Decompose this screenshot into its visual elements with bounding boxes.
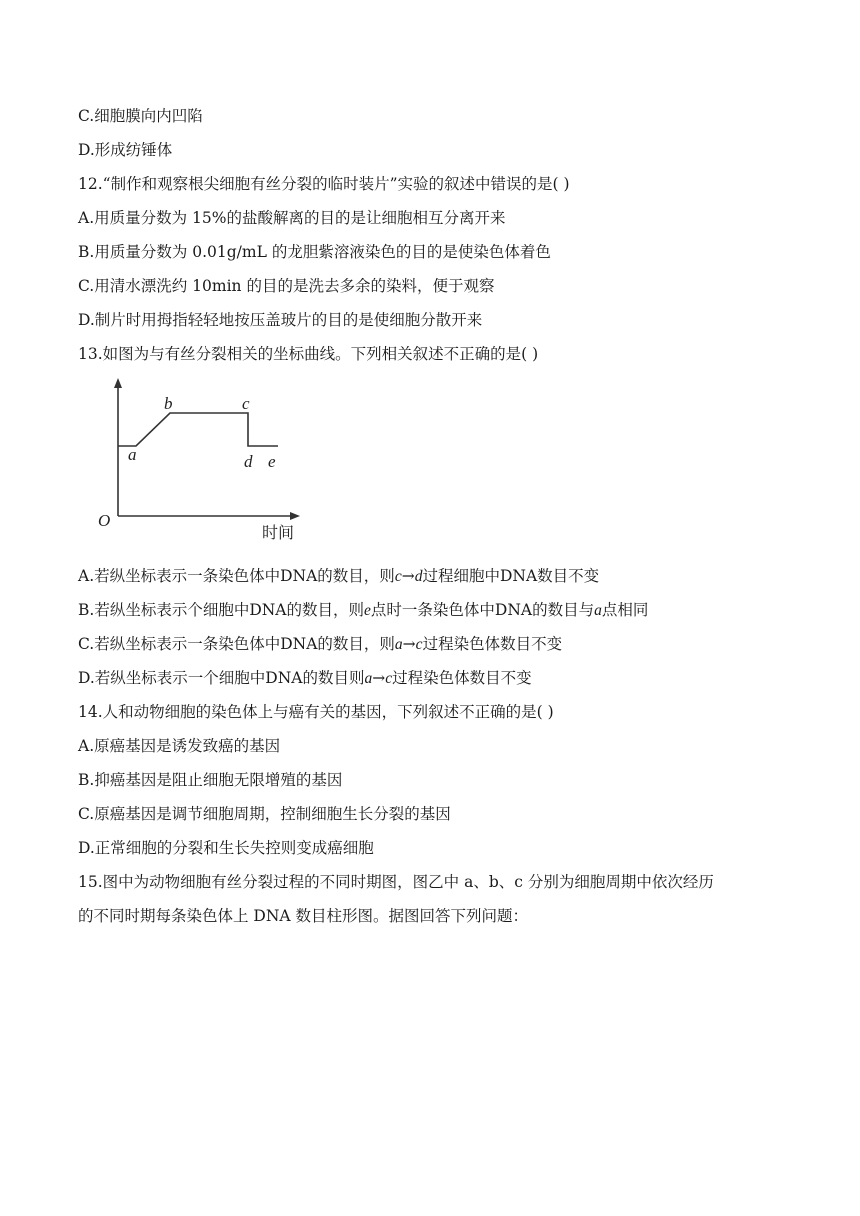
y-axis-arrow: [114, 378, 122, 388]
q13-option-d: [78, 668, 798, 689]
q11-option-c: C.细胞膜向内凹陷: [78, 107, 203, 125]
q13-d-arrow: →: [372, 669, 386, 687]
curve-line: [118, 413, 278, 446]
q13-a-arrow: →: [401, 567, 415, 585]
point-label-b: b: [164, 394, 173, 413]
q13-a-text-1: A.若纵坐标表示一条染色体中DNA的数目，则: [78, 567, 395, 585]
q13-a-var-2: d: [414, 568, 423, 585]
q15-stem-line-2: 的不同时期每条染色体上 DNA 数目柱形图。据图回答下列问题：: [78, 907, 529, 925]
q14-option-a: A.原癌基因是诱发致癌的基因: [78, 737, 281, 755]
q13-b-var-2: a: [594, 602, 602, 619]
point-label-a: a: [128, 445, 137, 464]
origin-label: O: [98, 511, 111, 530]
q13-a-var-1: c: [394, 568, 402, 585]
q13-c-text-1: C.若纵坐标表示一条染色体中DNA的数目，则: [78, 635, 395, 653]
q13-d-text-1: D.若纵坐标表示一个细胞中DNA的数目则: [78, 669, 365, 687]
q11-option-d: D.形成纺锤体: [78, 141, 173, 159]
q12-option-d: D.制片时用拇指轻轻地按压盖玻片的目的是使细胞分散开来: [78, 311, 483, 329]
q13-d-var-1: a: [364, 670, 373, 687]
q13-b-text-3: 点相同: [601, 601, 649, 619]
x-axis-label: 时间: [262, 523, 295, 542]
q12-option-b: B.用质量分数为 0.01g/mL 的龙胆紫溶液染色的目的是使染色体着色: [78, 243, 551, 261]
q13-b-var-1: e: [364, 602, 371, 619]
q12-stem: 12.“制作和观察根尖细胞有丝分裂的临时装片”实验的叙述中错误的是( ): [78, 175, 570, 193]
q12-option-a: A.用质量分数为 15%的盐酸解离的目的是让细胞相互分离开来: [78, 209, 506, 227]
q14-option-b: B.抑癌基因是阻止细胞无限增殖的基因: [78, 771, 343, 789]
q13-c-text-2: 过程染色体数目不变: [422, 635, 563, 653]
q15-stem-line-1: 15.图中为动物细胞有丝分裂过程的不同时期图，图乙中 a、b、c 分别为细胞周期中依次经历: [78, 873, 714, 891]
q13-stem: 13.如图为与有丝分裂相关的坐标曲线。下列相关叙述不正确的是( ): [78, 345, 539, 363]
q13-d-var-2: c: [385, 670, 393, 687]
point-label-e: e: [268, 452, 276, 471]
q13-b-text-1: B.若纵坐标表示个细胞中DNA的数目，则: [78, 601, 365, 619]
q13-d-text-2: 过程染色体数目不变: [392, 669, 532, 687]
point-label-d: d: [244, 452, 253, 471]
q13-option-b: [78, 600, 798, 621]
x-axis-arrow: [290, 512, 300, 520]
q14-option-d: D.正常细胞的分裂和生长失控则变成癌细胞: [78, 839, 374, 857]
q13-c-var-2: c: [415, 636, 423, 653]
q13-option-a: [78, 566, 798, 587]
q13-c-arrow: →: [402, 635, 416, 653]
q13-a-text-2: 过程细胞中DNA数目不变: [422, 567, 600, 585]
point-label-c: c: [242, 394, 250, 413]
q13-option-c: [78, 634, 798, 655]
q13-b-text-2: 点时一条染色体中DNA的数目与: [370, 601, 595, 619]
q13-c-var-1: a: [394, 636, 403, 653]
q14-option-c: C.原癌基因是调节细胞周期，控制细胞生长分裂的基因: [78, 805, 451, 823]
coordinate-curve-graph: [92, 372, 322, 544]
q13-figure: [92, 372, 322, 544]
q14-stem: 14.人和动物细胞的染色体上与癌有关的基因，下列叙述不正确的是( ): [78, 703, 554, 721]
q12-option-c: C.用清水漂洗约 10min 的目的是洗去多余的染料，便于观察: [78, 277, 495, 295]
